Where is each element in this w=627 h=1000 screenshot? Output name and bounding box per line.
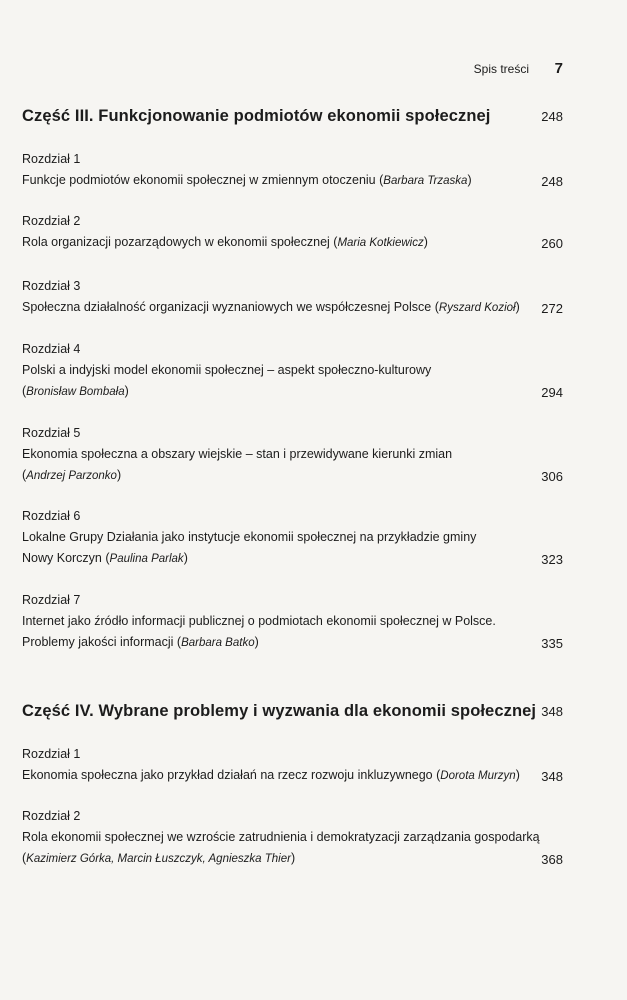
- chapter-title-text: Nowy Korczyn: [22, 551, 102, 565]
- chapter-title-text: Polski a indyjski model ekonomii społecznej – aspekt społeczno-kulturowy: [22, 363, 432, 377]
- chapter-page-number: 335: [541, 636, 563, 651]
- chapter-page-number: 323: [541, 552, 563, 567]
- chapter-label: Rozdział 2: [22, 214, 81, 228]
- chapter-author: Andrzej Parzonko: [26, 470, 117, 482]
- chapter-author: Barbara Trzaska: [383, 175, 468, 187]
- chapter-page-number: 306: [541, 469, 563, 484]
- chapter-title-text: Internet jako źródło informacji publicznej o podmiotach ekonomii społecznej w Polsce.: [22, 614, 496, 628]
- chapter-entry: [22, 806, 563, 870]
- chapter-page-number: 294: [541, 385, 563, 400]
- chapter-title-line: Nowy Korczyn (Paulina Parlak): [22, 551, 188, 565]
- part-page-number: 248: [541, 109, 563, 124]
- chapter-label: Rozdział 7: [22, 593, 81, 607]
- chapter-entry: [22, 744, 563, 787]
- chapter-label: Rozdział 1: [22, 152, 81, 166]
- chapter-label: Rozdział 1: [22, 747, 81, 761]
- chapter-title-line: Społeczna działalność organizacji wyznaniowych we współczesnej Polsce (Ryszard Kozioł): [22, 300, 520, 314]
- chapter-page-number: 260: [541, 236, 563, 251]
- chapter-entry: [22, 590, 563, 654]
- chapter-entry: [22, 211, 563, 254]
- chapter-page-number: 272: [541, 301, 563, 316]
- chapter-title-line: Problemy jakości informacji (Barbara Batko): [22, 635, 259, 649]
- chapter-title-line: [22, 827, 563, 848]
- chapter-title-line: [22, 527, 563, 548]
- chapter-label: Rozdział 4: [22, 342, 81, 356]
- chapter-entry: [22, 339, 563, 403]
- chapter-author: Maria Kotkiewicz: [337, 237, 424, 249]
- chapter-title-text: Ekonomia społeczna a obszary wiejskie – stan i przewidywane kierunki zmian: [22, 447, 453, 461]
- chapter-title-line: Funkcje podmiotów ekonomii społecznej w zmiennym otoczeniu (Barbara Trzaska): [22, 173, 472, 187]
- chapter-label: Rozdział 3: [22, 279, 81, 293]
- chapter-title-line: (Bronisław Bombała): [22, 384, 129, 398]
- chapter-title-text: Funkcje podmiotów ekonomii społecznej w zmiennym otoczeniu: [22, 173, 376, 187]
- chapter-entry: [22, 423, 563, 487]
- part-page-number: 348: [541, 704, 563, 719]
- chapter-title-line: (Andrzej Parzonko): [22, 468, 122, 482]
- part-heading: [22, 107, 563, 129]
- chapter-label: Rozdział 6: [22, 509, 81, 523]
- running-title: Spis treści: [473, 62, 529, 76]
- chapter-page-number: 248: [541, 174, 563, 189]
- chapter-author: Barbara Batko: [181, 637, 255, 649]
- chapter-label: Rozdział 2: [22, 809, 81, 823]
- chapter-title-line: Ekonomia społeczna jako przykład działań na rzecz rozwoju inkluzywnego (Dorota Murzyn): [22, 768, 520, 782]
- chapter-label: Rozdział 5: [22, 426, 81, 440]
- chapter-title-text: Ekonomia społeczna jako przykład działań na rzecz rozwoju inkluzywnego: [22, 768, 433, 782]
- chapter-title-line: Rola organizacji pozarządowych w ekonomii społecznej (Maria Kotkiewicz): [22, 235, 428, 249]
- chapter-title-line: [22, 360, 563, 381]
- chapter-title-text: Lokalne Grupy Działania jako instytucje ekonomii społecznej na przykładzie gminy: [22, 530, 477, 544]
- chapter-title-text: Rola ekonomii społecznej we wzroście zatrudnienia i demokratyzacji zarządzania gospodarką: [22, 830, 540, 844]
- chapter-title-line: [22, 444, 563, 465]
- chapter-title-text: Rola organizacji pozarządowych w ekonomii społecznej: [22, 235, 330, 249]
- chapter-entry: [22, 149, 563, 192]
- chapter-title-text: Społeczna działalność organizacji wyznaniowych we współczesnej Polsce: [22, 300, 432, 314]
- chapter-author: Bronisław Bombała: [26, 386, 125, 398]
- chapter-page-number: 348: [541, 769, 563, 784]
- chapter-author: Kazimierz Górka, Marcin Łuszczyk, Agnieszka Thier: [26, 853, 291, 865]
- chapter-title-text: Problemy jakości informacji: [22, 635, 174, 649]
- chapter-author: Dorota Murzyn: [440, 770, 516, 782]
- chapter-author: Paulina Parlak: [109, 553, 184, 565]
- part-title: Część IV. Wybrane problemy i wyzwania dla ekonomii społecznej: [22, 702, 537, 720]
- chapter-title-line: (Kazimierz Górka, Marcin Łuszczyk, Agnieszka Thier): [22, 851, 296, 865]
- chapter-author: Ryszard Kozioł: [438, 302, 516, 314]
- part-heading: [22, 702, 563, 724]
- part-title: Część III. Funkcjonowanie podmiotów ekonomii społecznej: [22, 107, 491, 125]
- chapter-title-line: [22, 611, 563, 632]
- chapter-entry: [22, 506, 563, 570]
- page-number: 7: [554, 60, 563, 77]
- chapter-page-number: 368: [541, 852, 563, 867]
- chapter-entry: [22, 276, 563, 319]
- page-header: [22, 62, 563, 82]
